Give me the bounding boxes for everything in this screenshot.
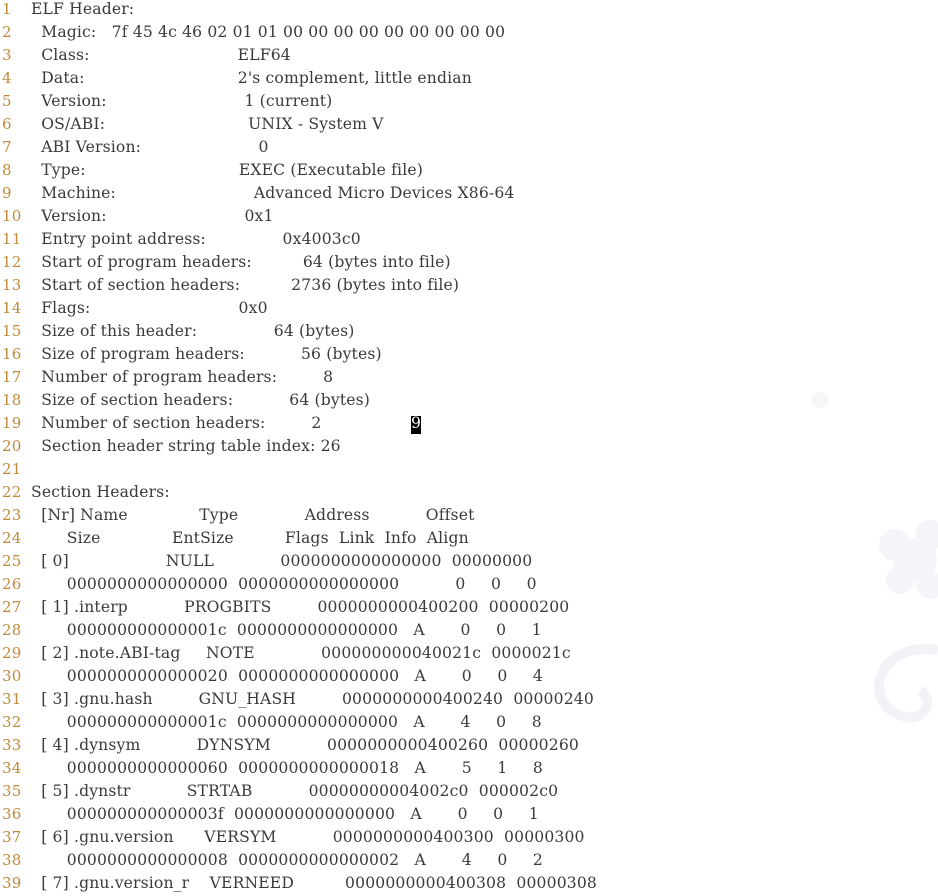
line-number: 31 <box>2 690 22 708</box>
line-text: Magic: 7f 45 4c 46 02 01 01 00 00 00 00 00 00 00 00 00 <box>31 23 506 41</box>
line-number: 9 <box>2 184 12 202</box>
line-text: Start of program headers: 64 (bytes into file) <box>31 253 451 271</box>
line-text: ELF Header: <box>31 0 135 18</box>
line-number: 22 <box>2 483 22 501</box>
line-number: 30 <box>2 667 22 685</box>
line-text: [Nr] Name Type Address Offset <box>31 506 475 524</box>
line-number: 2 <box>2 23 12 41</box>
line-text: Machine: Advanced Micro Devices X86-64 <box>31 184 515 202</box>
line-text: [ 2] .note.ABI-tag NOTE 000000000040021c 0000021c <box>31 644 571 662</box>
line-number: 1 <box>2 0 12 18</box>
line-text: Version: 1 (current) <box>31 92 333 110</box>
line-number: 24 <box>2 529 22 547</box>
line-text: 0000000000000060 0000000000000018 A 5 1 8 <box>31 759 544 777</box>
line-text: 000000000000003f 0000000000000000 A 0 0 1 <box>31 805 539 823</box>
line-number: 36 <box>2 805 22 823</box>
line-number: 26 <box>2 575 22 593</box>
line-number: 13 <box>2 276 22 294</box>
line-text: [ 5] .dynstr STRTAB 00000000004002c0 000002c0 <box>31 782 559 800</box>
line-text: Start of section headers: 2736 (bytes into file) <box>31 276 460 294</box>
line-number: 17 <box>2 368 22 386</box>
line-number: 18 <box>2 391 22 409</box>
line-text: Number of section headers: 2 <box>31 414 322 432</box>
line-text: ABI Version: 0 <box>31 138 269 156</box>
line-text: 0000000000000000 0000000000000000 0 0 0 <box>31 575 537 593</box>
line-text: Number of program headers: 8 <box>31 368 334 386</box>
line-number: 33 <box>2 736 22 754</box>
line-text: OS/ABI: UNIX - System V <box>31 115 384 133</box>
line-number: 6 <box>2 115 12 133</box>
line-text: [ 0] NULL 0000000000000000 00000000 <box>31 552 533 570</box>
line-text: [ 3] .gnu.hash GNU_HASH 0000000000400240 00000240 <box>31 690 594 708</box>
line-number: 4 <box>2 69 12 87</box>
line-number: 25 <box>2 552 22 570</box>
line-number: 27 <box>2 598 22 616</box>
line-number: 32 <box>2 713 22 731</box>
line-text: 000000000000001c 0000000000000000 A 0 0 1 <box>31 621 542 639</box>
line-number: 37 <box>2 828 22 846</box>
line-text: Version: 0x1 <box>31 207 274 225</box>
line-text: 0000000000000020 0000000000000000 A 0 0 4 <box>31 667 544 685</box>
cursor-character: 9 <box>411 414 422 432</box>
line-text: [ 1] .interp PROGBITS 0000000000400200 00000200 <box>31 598 570 616</box>
line-number: 19 <box>2 414 22 432</box>
line-number: 10 <box>2 207 22 225</box>
line-number: 20 <box>2 437 22 455</box>
line-number: 28 <box>2 621 22 639</box>
line-number: 16 <box>2 345 22 363</box>
line-text: Size of this header: 64 (bytes) <box>31 322 355 340</box>
line-text: Data: 2's complement, little endian <box>31 69 472 87</box>
line-text: [ 6] .gnu.version VERSYM 0000000000400300 00000300 <box>31 828 585 846</box>
line-text: Type: EXEC (Executable file) <box>31 161 423 179</box>
line-text: [ 7] .gnu.version_r VERNEED 0000000000400308 00000308 <box>31 874 597 892</box>
line-number: 21 <box>2 460 22 478</box>
line-text: Flags: 0x0 <box>31 299 268 317</box>
line-number: 14 <box>2 299 22 317</box>
line-text: [ 4] .dynsym DYNSYM 0000000000400260 00000260 <box>31 736 579 754</box>
line-text: Size of section headers: 64 (bytes) <box>31 391 371 409</box>
line-text: Class: ELF64 <box>31 46 291 64</box>
line-number: 8 <box>2 161 12 179</box>
line-number: 5 <box>2 92 12 110</box>
line-text: Section header string table index: 26 <box>31 437 341 455</box>
line-number: 3 <box>2 46 12 64</box>
line-text: Section Headers: <box>31 483 170 501</box>
line-number: 11 <box>2 230 22 248</box>
line-text: Size EntSize Flags Link Info Align <box>31 529 469 547</box>
line-text: Size of program headers: 56 (bytes) <box>31 345 382 363</box>
line-text: 0000000000000008 0000000000000002 A 4 0 2 <box>31 851 544 869</box>
line-number: 34 <box>2 759 22 777</box>
line-number: 35 <box>2 782 22 800</box>
line-number: 7 <box>2 138 12 156</box>
line-number: 29 <box>2 644 22 662</box>
line-number: 39 <box>2 874 22 892</box>
line-number: 15 <box>2 322 22 340</box>
line-text: 000000000000001c 0000000000000000 A 4 0 8 <box>31 713 542 731</box>
line-number: 23 <box>2 506 22 524</box>
line-text: Entry point address: 0x4003c0 <box>31 230 361 248</box>
line-number: 38 <box>2 851 22 869</box>
line-number: 12 <box>2 253 22 271</box>
